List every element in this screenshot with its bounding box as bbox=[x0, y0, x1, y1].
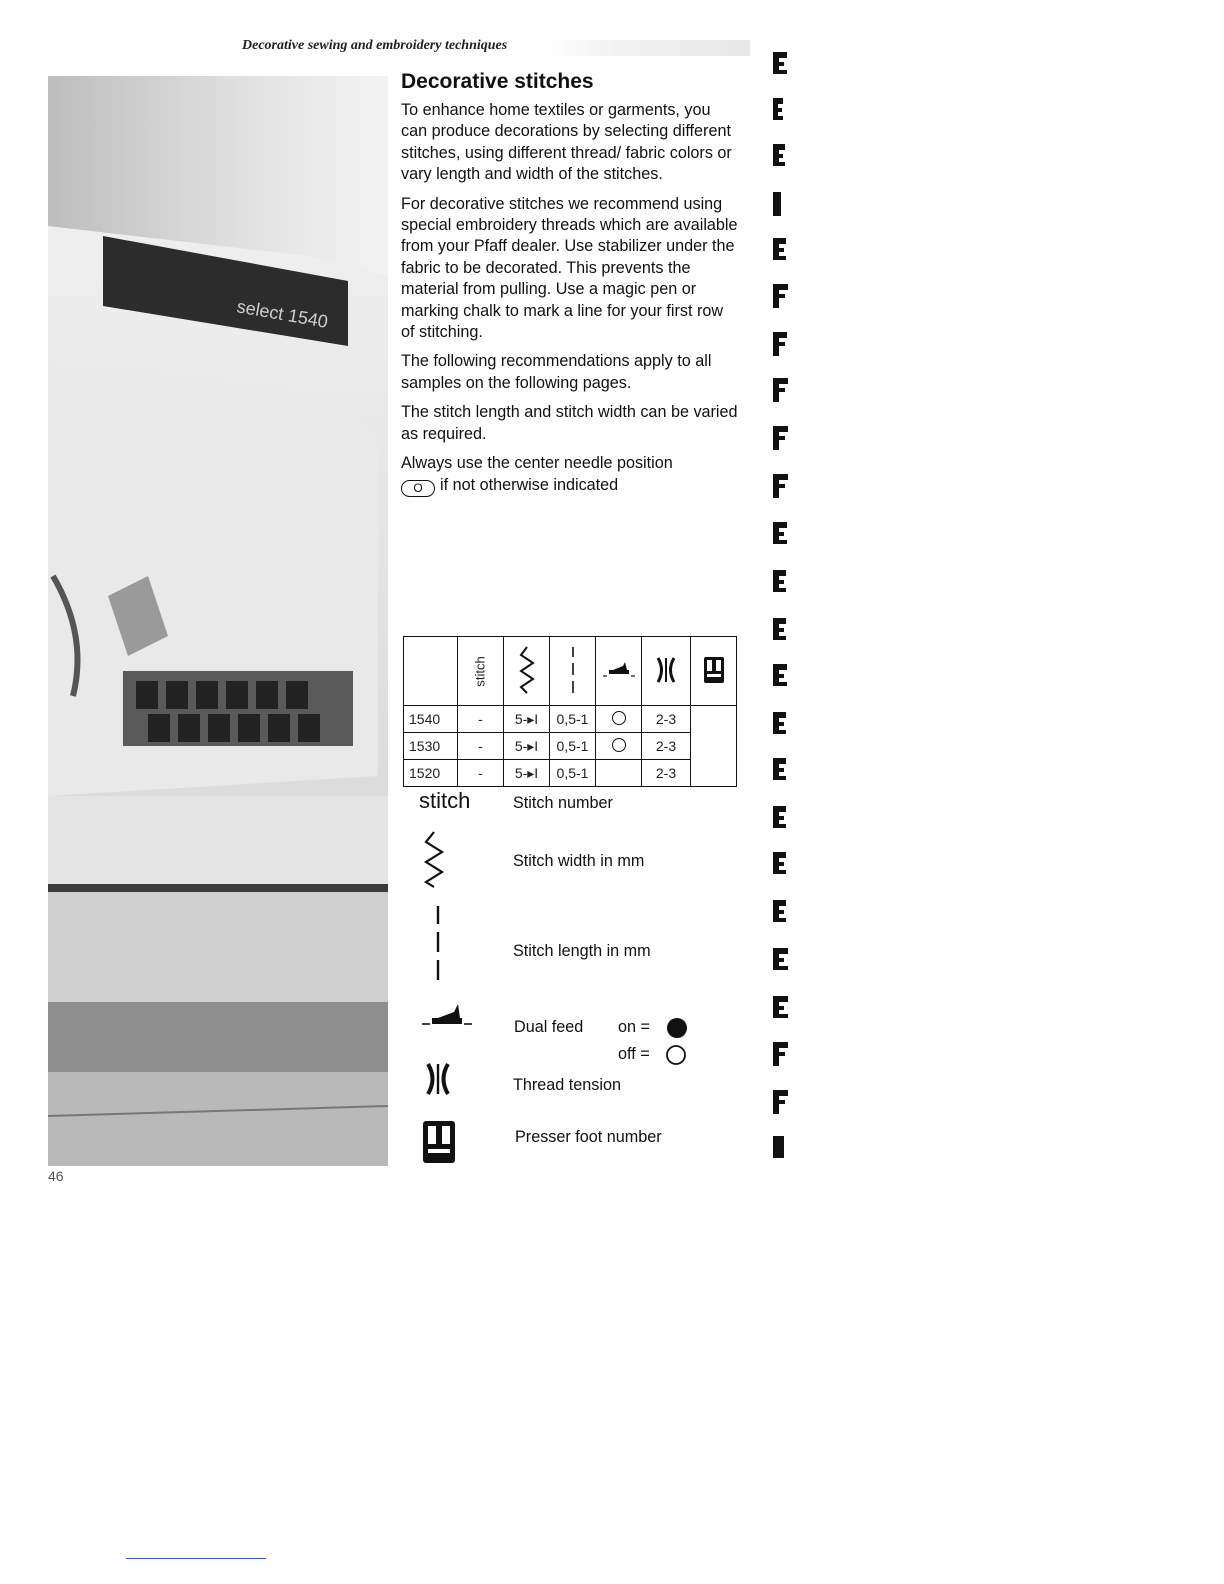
stitch-cell: - bbox=[458, 760, 504, 787]
width-cell: 5-▸I bbox=[504, 760, 550, 787]
zigzag-width-icon bbox=[422, 830, 446, 893]
stitch-cell: - bbox=[458, 733, 504, 760]
needle-note-prefix: Always use the center needle position bbox=[401, 454, 673, 473]
thread-tension-icon bbox=[422, 1062, 454, 1101]
paragraph-intro: To enhance home textiles or garments, you can produce decorations by selecting different stitches, using different thread/ fabric colors or vary length and width of the stitches. bbox=[401, 101, 732, 184]
section-header: Decorative sewing and embroidery techniques bbox=[242, 38, 508, 53]
stitch-length-icon bbox=[550, 637, 596, 706]
machine-label: select 1540 bbox=[235, 296, 330, 332]
legend-presser-foot-text: Presser foot number bbox=[515, 1128, 662, 1146]
table-row bbox=[404, 706, 737, 733]
dual-feed-cell bbox=[596, 706, 642, 733]
legend-stitch-number bbox=[412, 784, 742, 824]
needle-position-note bbox=[401, 453, 741, 496]
legend-thread-tension bbox=[412, 1062, 742, 1102]
page-title: Decorative stitches bbox=[401, 70, 594, 93]
legend-stitch-width-text: Stitch width in mm bbox=[513, 852, 645, 870]
thumb-index-tabs bbox=[770, 50, 794, 1165]
main-content bbox=[401, 70, 741, 505]
paragraph-varied: The stitch length and stitch width can be varied as required. bbox=[401, 403, 738, 443]
on-filled-circle-icon bbox=[666, 1017, 688, 1044]
length-cell: 0,5-1 bbox=[550, 706, 596, 733]
footer-rule bbox=[126, 1558, 266, 1559]
stitch-cell: - bbox=[458, 706, 504, 733]
dual-feed-cell bbox=[596, 733, 642, 760]
page-number: 46 bbox=[48, 1168, 64, 1184]
header-stitch: stitch bbox=[458, 637, 504, 706]
width-cell: 5-▸I bbox=[504, 706, 550, 733]
dual-feed-cell bbox=[596, 760, 642, 787]
legend-stitch-length bbox=[412, 904, 742, 984]
tension-cell: 2-3 bbox=[642, 760, 691, 787]
tension-cell: 2-3 bbox=[642, 733, 691, 760]
legend-on-label: on = bbox=[618, 1018, 650, 1036]
center-needle-icon: O bbox=[401, 480, 435, 497]
stitch-length-icon bbox=[434, 904, 442, 987]
presser-foot-icon bbox=[691, 637, 737, 706]
stitch-settings-table bbox=[403, 636, 737, 787]
table-row bbox=[404, 733, 737, 760]
foot-cell bbox=[691, 706, 737, 787]
tension-cell: 2-3 bbox=[642, 706, 691, 733]
presser-foot-icon bbox=[422, 1120, 456, 1169]
legend-stitch-number-text: Stitch number bbox=[513, 794, 613, 812]
dual-feed-icon bbox=[596, 637, 642, 706]
stitch-word: stitch bbox=[419, 788, 471, 813]
table-header-row bbox=[404, 637, 737, 706]
off-circle-icon bbox=[612, 711, 626, 725]
length-cell: 0,5-1 bbox=[550, 760, 596, 787]
legend-stitch-length-text: Stitch length in mm bbox=[513, 942, 651, 960]
dual-feed-icon bbox=[420, 1002, 480, 1037]
legend-thread-tension-text: Thread tension bbox=[513, 1076, 621, 1094]
width-cell: 5-▸I bbox=[504, 733, 550, 760]
legend-dual-feed-text: Dual feed bbox=[514, 1018, 584, 1036]
sewing-machine-photo bbox=[48, 76, 388, 1166]
zigzag-width-icon bbox=[504, 637, 550, 706]
length-cell: 0,5-1 bbox=[550, 733, 596, 760]
header-shading bbox=[540, 40, 750, 56]
model-cell: 1540 bbox=[404, 706, 458, 733]
paragraph-samples: The following recommendations apply to all samples on the following pages. bbox=[401, 352, 712, 392]
legend-presser-foot bbox=[412, 1120, 742, 1166]
model-cell: 1520 bbox=[404, 760, 458, 787]
table-row bbox=[404, 760, 737, 787]
needle-note-suffix: if not otherwise indicated bbox=[440, 475, 619, 494]
legend-off-label: off = bbox=[618, 1045, 650, 1063]
thread-tension-icon bbox=[642, 637, 691, 706]
paragraph-recommendation: For decorative stitches we recommend using special embroidery threads which are available from your Pfaff dealer. Use stabilizer under the fabric to be decorated. This prevents the material from pulling. Use a magic pen or marking chalk to mark a line for your first row of stitching. bbox=[401, 194, 738, 342]
header-model bbox=[404, 637, 458, 706]
legend-stitch-width bbox=[412, 830, 742, 890]
model-cell: 1530 bbox=[404, 733, 458, 760]
off-circle-icon bbox=[612, 738, 626, 752]
